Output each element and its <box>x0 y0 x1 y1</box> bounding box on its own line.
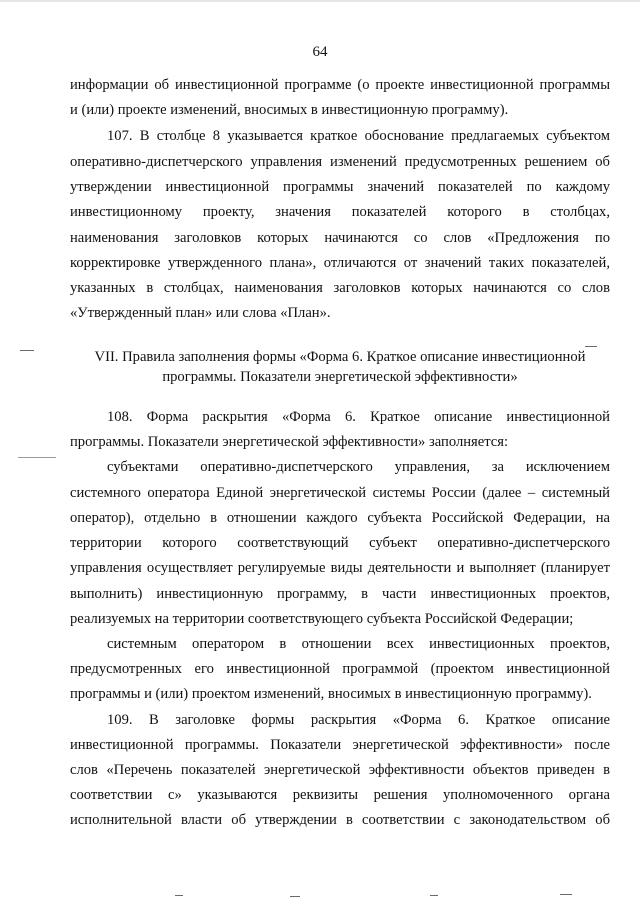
text-line: 109. В заголовке формы раскрытия «Форма 6. Краткое описание <box>107 712 610 728</box>
scan-speck <box>430 895 438 896</box>
scan-speck <box>290 896 300 897</box>
scan-edge <box>0 0 640 2</box>
text-line: слов «Перечень показателей энергетической эффективности объектов приведен в <box>70 762 610 778</box>
text-line: 107. В столбце 8 указывается краткое обоснование предлагаемых субъектом <box>107 128 610 144</box>
text-line: наименования заголовков которых начинаются со слов «Предложения по <box>70 230 610 246</box>
text-line: инвестиционному проекту, значения показателей которого в столбцах, <box>70 204 610 220</box>
text-line: выполнить) инвестиционную программу, в части инвестиционных проектов, <box>70 586 610 602</box>
text-line: оперативно-диспетчерского управления изменений предусмотренных решением об <box>70 154 610 170</box>
text-line: управления осуществляет регулируемые виды деятельности и выполняет (планирует <box>70 560 610 576</box>
scan-speck <box>585 346 597 347</box>
text-line: территории которого соответствующий субъект оперативно-диспетчерского <box>70 535 610 551</box>
page-number: 64 <box>312 44 328 60</box>
text-line: корректировке утвержденного плана», отличаются от значений таких показателей, <box>70 255 610 271</box>
section-heading: программы. Показатели энергетической эффективности» <box>162 369 518 385</box>
scan-speck <box>175 895 183 896</box>
scan-speck <box>18 457 56 458</box>
text-line: указанных в столбцах, наименования заголовков которых начинаются со слов <box>70 280 610 296</box>
text-line: оператор), отдельно в отношении каждого субъекта Российской Федерации, на <box>70 510 610 526</box>
text-line: «Утвержденный план» или слова «План». <box>70 305 331 321</box>
text-line: утверждении инвестиционной программы значений показателей по каждому <box>70 179 610 195</box>
text-line: соответствии с» указываются реквизиты решения уполномоченного органа <box>70 787 610 803</box>
scan-speck <box>20 350 34 351</box>
text-line: исполнительной власти об утверждении в соответствии с законодательством об <box>70 812 610 828</box>
text-line: инвестиционной программы. Показатели энергетической эффективности» после <box>70 737 610 753</box>
text-line: субъектами оперативно-диспетчерского управления, за исключением <box>107 459 610 475</box>
scan-speck <box>560 894 572 895</box>
text-line: программы и (или) проектом изменений, вносимых в инвестиционную программу). <box>70 686 592 702</box>
text-line: и (или) проекте изменений, вносимых в инвестиционную программу). <box>70 102 509 118</box>
section-heading: VII. Правила заполнения формы «Форма 6. Краткое описание инвестиционной <box>94 349 586 365</box>
text-line: реализуемых на территории соответствующего субъекта Российской Федерации; <box>70 611 574 627</box>
text-line: 108. Форма раскрытия «Форма 6. Краткое описание инвестиционной <box>107 409 610 425</box>
text-line: информации об инвестиционной программе (о проекте инвестиционной программы <box>70 77 610 93</box>
text-line: системного оператора Единой энергетической системы России (далее – системный <box>70 485 610 501</box>
text-line: предусмотренных его инвестиционной программой (проектом инвестиционной <box>70 661 610 677</box>
text-line: системным оператором в отношении всех инвестиционных проектов, <box>107 636 610 652</box>
text-line: программы. Показатели энергетической эффективности» заполняется: <box>70 434 509 450</box>
